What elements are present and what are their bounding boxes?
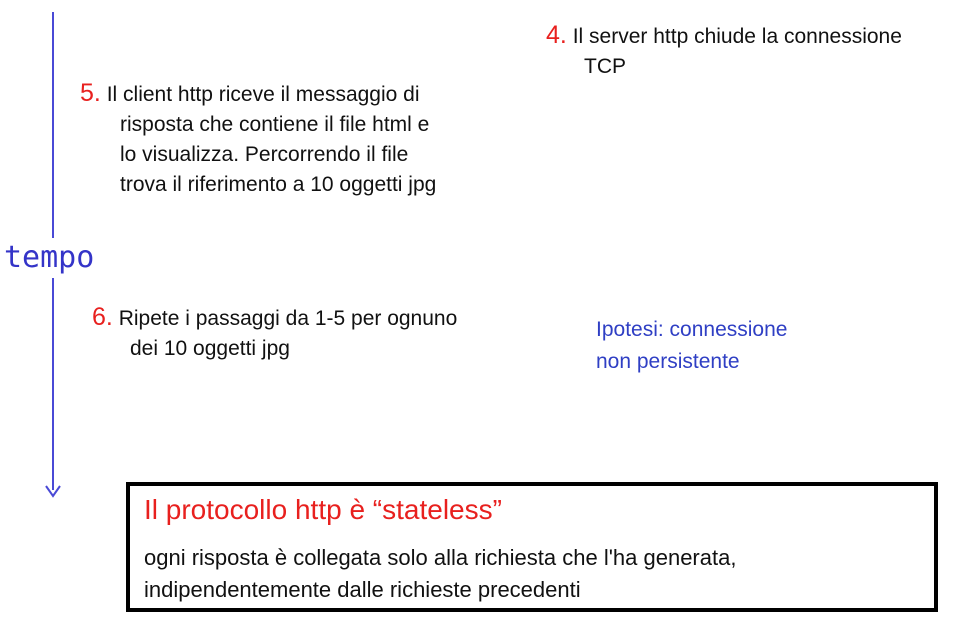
hypothesis-line-1: Ipotesi: connessione [596, 318, 788, 341]
hypothesis-line-2: non persistente [596, 350, 740, 373]
hypothesis-note [596, 314, 787, 378]
step-6-text-line-1: Ripete i passaggi da 1-5 per ognuno [118, 307, 458, 330]
step-5-text-line-3: lo visualizza. Percorrendo il file [120, 143, 409, 166]
step-5-text-line-4: trova il riferimento a 10 oggetti jpg [120, 173, 437, 196]
stateless-description [144, 542, 736, 606]
step-4-text-line-1: Il server http chiude la connessione [572, 25, 902, 48]
step-4-number: 4. [546, 21, 567, 49]
timeline-label: tempo [2, 238, 96, 278]
step-5-text-line-1: Il client http riceve il messaggio di [106, 83, 420, 106]
step-6-text-line-2: dei 10 oggetti jpg [130, 337, 290, 360]
stateless-description-line-1: ogni risposta è collegata solo alla richiesta che l'ha generata, [144, 545, 737, 570]
step-5-text-line-2: risposta che contiene il file html e [120, 113, 430, 136]
step-5-number: 5. [80, 79, 101, 107]
step-4 [546, 20, 966, 82]
step-6 [92, 302, 532, 364]
stateless-title: Il protocollo http è “stateless” [144, 494, 502, 525]
timeline-arrow-icon [44, 484, 62, 498]
step-6-number: 6. [92, 303, 113, 331]
stateless-box [126, 482, 938, 612]
step-4-text-line-2: TCP [584, 55, 626, 78]
stateless-description-line-2: indipendentemente dalle richieste precedenti [144, 577, 581, 602]
step-5 [80, 78, 510, 200]
